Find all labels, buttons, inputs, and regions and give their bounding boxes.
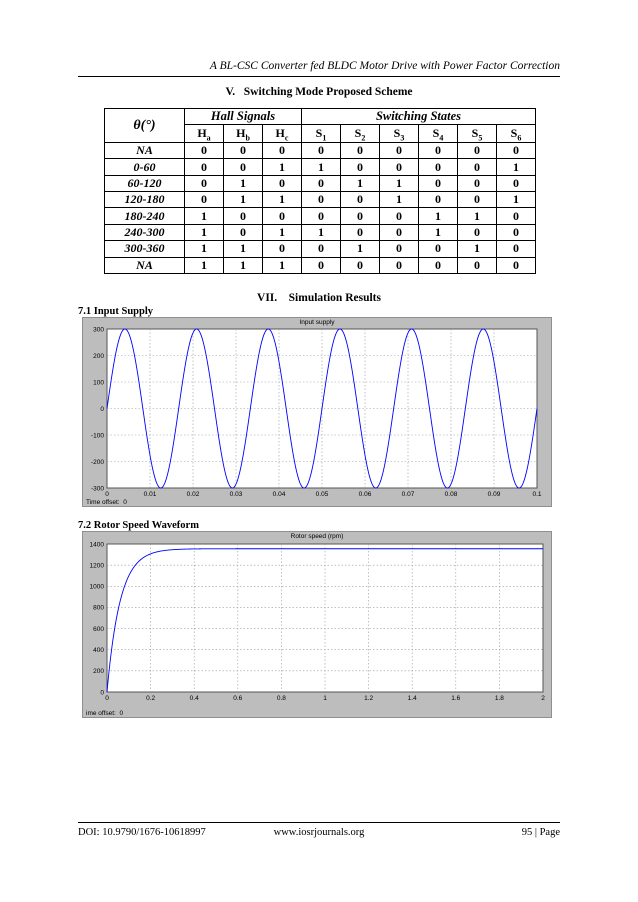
state-cell: 1 bbox=[419, 224, 458, 240]
state-cell: 1 bbox=[185, 224, 224, 240]
state-cell: 0 bbox=[497, 241, 536, 257]
state-cell: 0 bbox=[497, 257, 536, 273]
state-cell: 0 bbox=[224, 224, 263, 240]
y-tick-label: -300 bbox=[90, 485, 104, 493]
state-cell: 0 bbox=[263, 143, 302, 159]
state-cell: 0 bbox=[341, 143, 380, 159]
x-tick-label: 0.03 bbox=[229, 491, 243, 498]
state-cell: 1 bbox=[263, 257, 302, 273]
y-tick-label: 0 bbox=[100, 689, 104, 697]
x-tick-label: 2 bbox=[541, 695, 545, 702]
state-cell: 0 bbox=[263, 175, 302, 191]
x-tick-label: 0.01 bbox=[143, 491, 157, 498]
state-cell: 0 bbox=[185, 143, 224, 159]
table-row bbox=[105, 143, 536, 159]
switch-col-s4 bbox=[419, 125, 458, 143]
col-symbol: H bbox=[197, 125, 207, 140]
state-cell: 0 bbox=[380, 241, 419, 257]
state-cell: 0 bbox=[458, 175, 497, 191]
state-cell: 0 bbox=[419, 143, 458, 159]
hall-col-hb bbox=[224, 125, 263, 143]
state-cell: 1 bbox=[302, 224, 341, 240]
state-cell: 0 bbox=[419, 241, 458, 257]
state-cell: 1 bbox=[224, 257, 263, 273]
state-cell: 0 bbox=[302, 257, 341, 273]
footer-rule bbox=[78, 822, 560, 823]
state-cell: 1 bbox=[380, 175, 419, 191]
angle-cell: 0-60 bbox=[105, 159, 185, 175]
state-cell: 0 bbox=[224, 159, 263, 175]
footer-doi: DOI: 10.9790/1676-10618997 bbox=[78, 827, 206, 838]
state-cell: 1 bbox=[263, 192, 302, 208]
switch-col-s6 bbox=[497, 125, 536, 143]
x-tick-label: 1.4 bbox=[407, 695, 417, 702]
col-subscript: c bbox=[284, 132, 289, 142]
state-cell: 1 bbox=[497, 159, 536, 175]
y-tick-label: -100 bbox=[90, 432, 104, 440]
angle-cell: 180-240 bbox=[105, 208, 185, 224]
angle-cell: NA bbox=[105, 257, 185, 273]
hall-col-ha bbox=[185, 125, 224, 143]
fig1-caption: 7.1 Input Supply bbox=[78, 306, 154, 317]
state-cell: 1 bbox=[458, 241, 497, 257]
col-symbol: H bbox=[275, 125, 285, 140]
footer-site: www.iosrjournals.org bbox=[273, 827, 365, 838]
x-tick-label: 0.04 bbox=[272, 491, 286, 498]
state-cell: 0 bbox=[263, 241, 302, 257]
table-row bbox=[105, 241, 536, 257]
header-rule bbox=[78, 76, 560, 77]
switch-col-s5 bbox=[458, 125, 497, 143]
state-cell: 0 bbox=[185, 159, 224, 175]
state-cell: 1 bbox=[419, 208, 458, 224]
x-tick-label: 0.4 bbox=[189, 695, 199, 702]
state-cell: 0 bbox=[497, 224, 536, 240]
col-symbol: S bbox=[393, 125, 401, 140]
x-tick-label: 0.05 bbox=[315, 491, 329, 498]
time-offset-label: Time offset: 0 bbox=[86, 499, 127, 506]
state-cell: 1 bbox=[224, 175, 263, 191]
state-cell: 0 bbox=[380, 224, 419, 240]
y-tick-label: 1400 bbox=[89, 541, 104, 549]
y-tick-label: 300 bbox=[93, 326, 104, 334]
state-cell: 0 bbox=[341, 208, 380, 224]
hall-col-hc bbox=[263, 125, 302, 143]
angle-cell: 300-360 bbox=[105, 241, 185, 257]
state-cell: 1 bbox=[458, 208, 497, 224]
state-cell: 0 bbox=[302, 208, 341, 224]
col-subscript: 5 bbox=[478, 132, 483, 142]
chart-title: Rotor speed (rpm) bbox=[290, 533, 344, 540]
x-tick-label: 1.8 bbox=[494, 695, 504, 702]
y-tick-label: -200 bbox=[90, 458, 104, 466]
state-cell: 0 bbox=[263, 208, 302, 224]
state-cell: 0 bbox=[497, 143, 536, 159]
y-tick-label: 100 bbox=[93, 379, 104, 387]
x-tick-label: 0.8 bbox=[276, 695, 286, 702]
state-cell: 0 bbox=[185, 175, 224, 191]
y-tick-label: 0 bbox=[100, 405, 104, 413]
y-tick-label: 1000 bbox=[89, 583, 104, 591]
state-cell: 1 bbox=[341, 241, 380, 257]
state-cell: 0 bbox=[419, 257, 458, 273]
state-cell: 1 bbox=[341, 175, 380, 191]
rotor-speed-plot bbox=[83, 532, 551, 717]
x-tick-label: 0 bbox=[105, 695, 109, 702]
y-tick-label: 600 bbox=[93, 625, 104, 633]
x-tick-label: 1.2 bbox=[364, 695, 374, 702]
x-tick-label: 1.6 bbox=[451, 695, 461, 702]
col-subscript: 2 bbox=[361, 132, 366, 142]
angle-cell: NA bbox=[105, 143, 185, 159]
angle-cell: 240-300 bbox=[105, 224, 185, 240]
col-symbol: H bbox=[236, 125, 246, 140]
col-symbol: S bbox=[432, 125, 440, 140]
state-cell: 0 bbox=[341, 257, 380, 273]
col-subscript: 6 bbox=[517, 132, 522, 142]
theta-header: θ(°) bbox=[105, 109, 185, 143]
rotor-speed-scope bbox=[82, 531, 552, 718]
running-header: A BL-CSC Converter fed BLDC Motor Drive with Power Factor Correction bbox=[209, 60, 560, 72]
y-tick-label: 200 bbox=[93, 352, 104, 360]
state-cell: 0 bbox=[380, 208, 419, 224]
y-tick-label: 200 bbox=[93, 668, 104, 676]
state-cell: 0 bbox=[458, 159, 497, 175]
state-cell: 0 bbox=[419, 159, 458, 175]
switch-col-s3 bbox=[380, 125, 419, 143]
state-cell: 0 bbox=[380, 159, 419, 175]
state-cell: 0 bbox=[458, 143, 497, 159]
state-cell: 1 bbox=[224, 241, 263, 257]
state-cell: 1 bbox=[263, 159, 302, 175]
state-cell: 1 bbox=[302, 159, 341, 175]
state-cell: 0 bbox=[497, 175, 536, 191]
x-tick-label: 1 bbox=[323, 695, 327, 702]
table-row bbox=[105, 257, 536, 273]
state-cell: 0 bbox=[185, 192, 224, 208]
state-cell: 0 bbox=[419, 192, 458, 208]
state-cell: 0 bbox=[302, 241, 341, 257]
table-row bbox=[105, 175, 536, 191]
state-cell: 0 bbox=[458, 224, 497, 240]
col-subscript: 1 bbox=[322, 132, 327, 142]
state-cell: 0 bbox=[302, 192, 341, 208]
x-tick-label: 0.07 bbox=[401, 491, 415, 498]
state-cell: 1 bbox=[185, 241, 224, 257]
state-cell: 0 bbox=[302, 175, 341, 191]
col-symbol: S bbox=[315, 125, 323, 140]
state-cell: 1 bbox=[380, 192, 419, 208]
x-tick-label: 0 bbox=[105, 491, 109, 498]
input-supply-scope bbox=[82, 317, 552, 507]
state-cell: 0 bbox=[224, 143, 263, 159]
angle-cell: 120-180 bbox=[105, 192, 185, 208]
x-tick-label: 0.06 bbox=[358, 491, 372, 498]
state-cell: 0 bbox=[341, 159, 380, 175]
time-offset-label: ime offset: 0 bbox=[86, 710, 124, 717]
col-subscript: b bbox=[245, 132, 250, 142]
input-supply-plot bbox=[83, 318, 551, 506]
col-subscript: 3 bbox=[400, 132, 405, 142]
x-tick-label: 0.1 bbox=[532, 491, 542, 498]
table-row bbox=[105, 224, 536, 240]
state-cell: 1 bbox=[185, 257, 224, 273]
fig2-caption: 7.2 Rotor Speed Waveform bbox=[78, 520, 199, 531]
table-row bbox=[105, 208, 536, 224]
state-cell: 0 bbox=[302, 143, 341, 159]
state-cell: 1 bbox=[224, 192, 263, 208]
hall-signals-header: Hall Signals bbox=[185, 109, 302, 125]
state-cell: 0 bbox=[497, 208, 536, 224]
section-vii-title: VII. Simulation Results bbox=[257, 292, 381, 304]
angle-cell: 60-120 bbox=[105, 175, 185, 191]
switch-col-s2 bbox=[341, 125, 380, 143]
state-cell: 0 bbox=[341, 224, 380, 240]
table-row bbox=[105, 159, 536, 175]
y-tick-label: 400 bbox=[93, 647, 104, 655]
x-tick-label: 0.6 bbox=[233, 695, 243, 702]
col-symbol: S bbox=[471, 125, 479, 140]
switching-states-header: Switching States bbox=[302, 109, 536, 125]
col-symbol: S bbox=[354, 125, 362, 140]
state-cell: 1 bbox=[263, 224, 302, 240]
state-cell: 0 bbox=[224, 208, 263, 224]
state-cell: 1 bbox=[497, 192, 536, 208]
col-subscript: a bbox=[206, 132, 211, 142]
state-cell: 1 bbox=[185, 208, 224, 224]
state-cell: 0 bbox=[419, 175, 458, 191]
state-cell: 0 bbox=[341, 192, 380, 208]
col-symbol: S bbox=[510, 125, 518, 140]
state-cell: 0 bbox=[458, 192, 497, 208]
x-tick-label: 0.09 bbox=[487, 491, 501, 498]
footer-page: 95 | Page bbox=[521, 827, 560, 838]
x-tick-label: 0.2 bbox=[146, 695, 156, 702]
state-cell: 0 bbox=[380, 143, 419, 159]
y-tick-label: 800 bbox=[93, 604, 104, 612]
chart-title: Input supply bbox=[299, 319, 335, 326]
switching-table bbox=[104, 108, 536, 274]
x-tick-label: 0.02 bbox=[186, 491, 200, 498]
y-tick-label: 1200 bbox=[89, 562, 104, 570]
table-row bbox=[105, 192, 536, 208]
state-cell: 0 bbox=[458, 257, 497, 273]
section-v-title: V. Switching Mode Proposed Scheme bbox=[225, 86, 413, 98]
switch-col-s1 bbox=[302, 125, 341, 143]
state-cell: 0 bbox=[380, 257, 419, 273]
col-subscript: 4 bbox=[439, 132, 444, 142]
x-tick-label: 0.08 bbox=[444, 491, 458, 498]
